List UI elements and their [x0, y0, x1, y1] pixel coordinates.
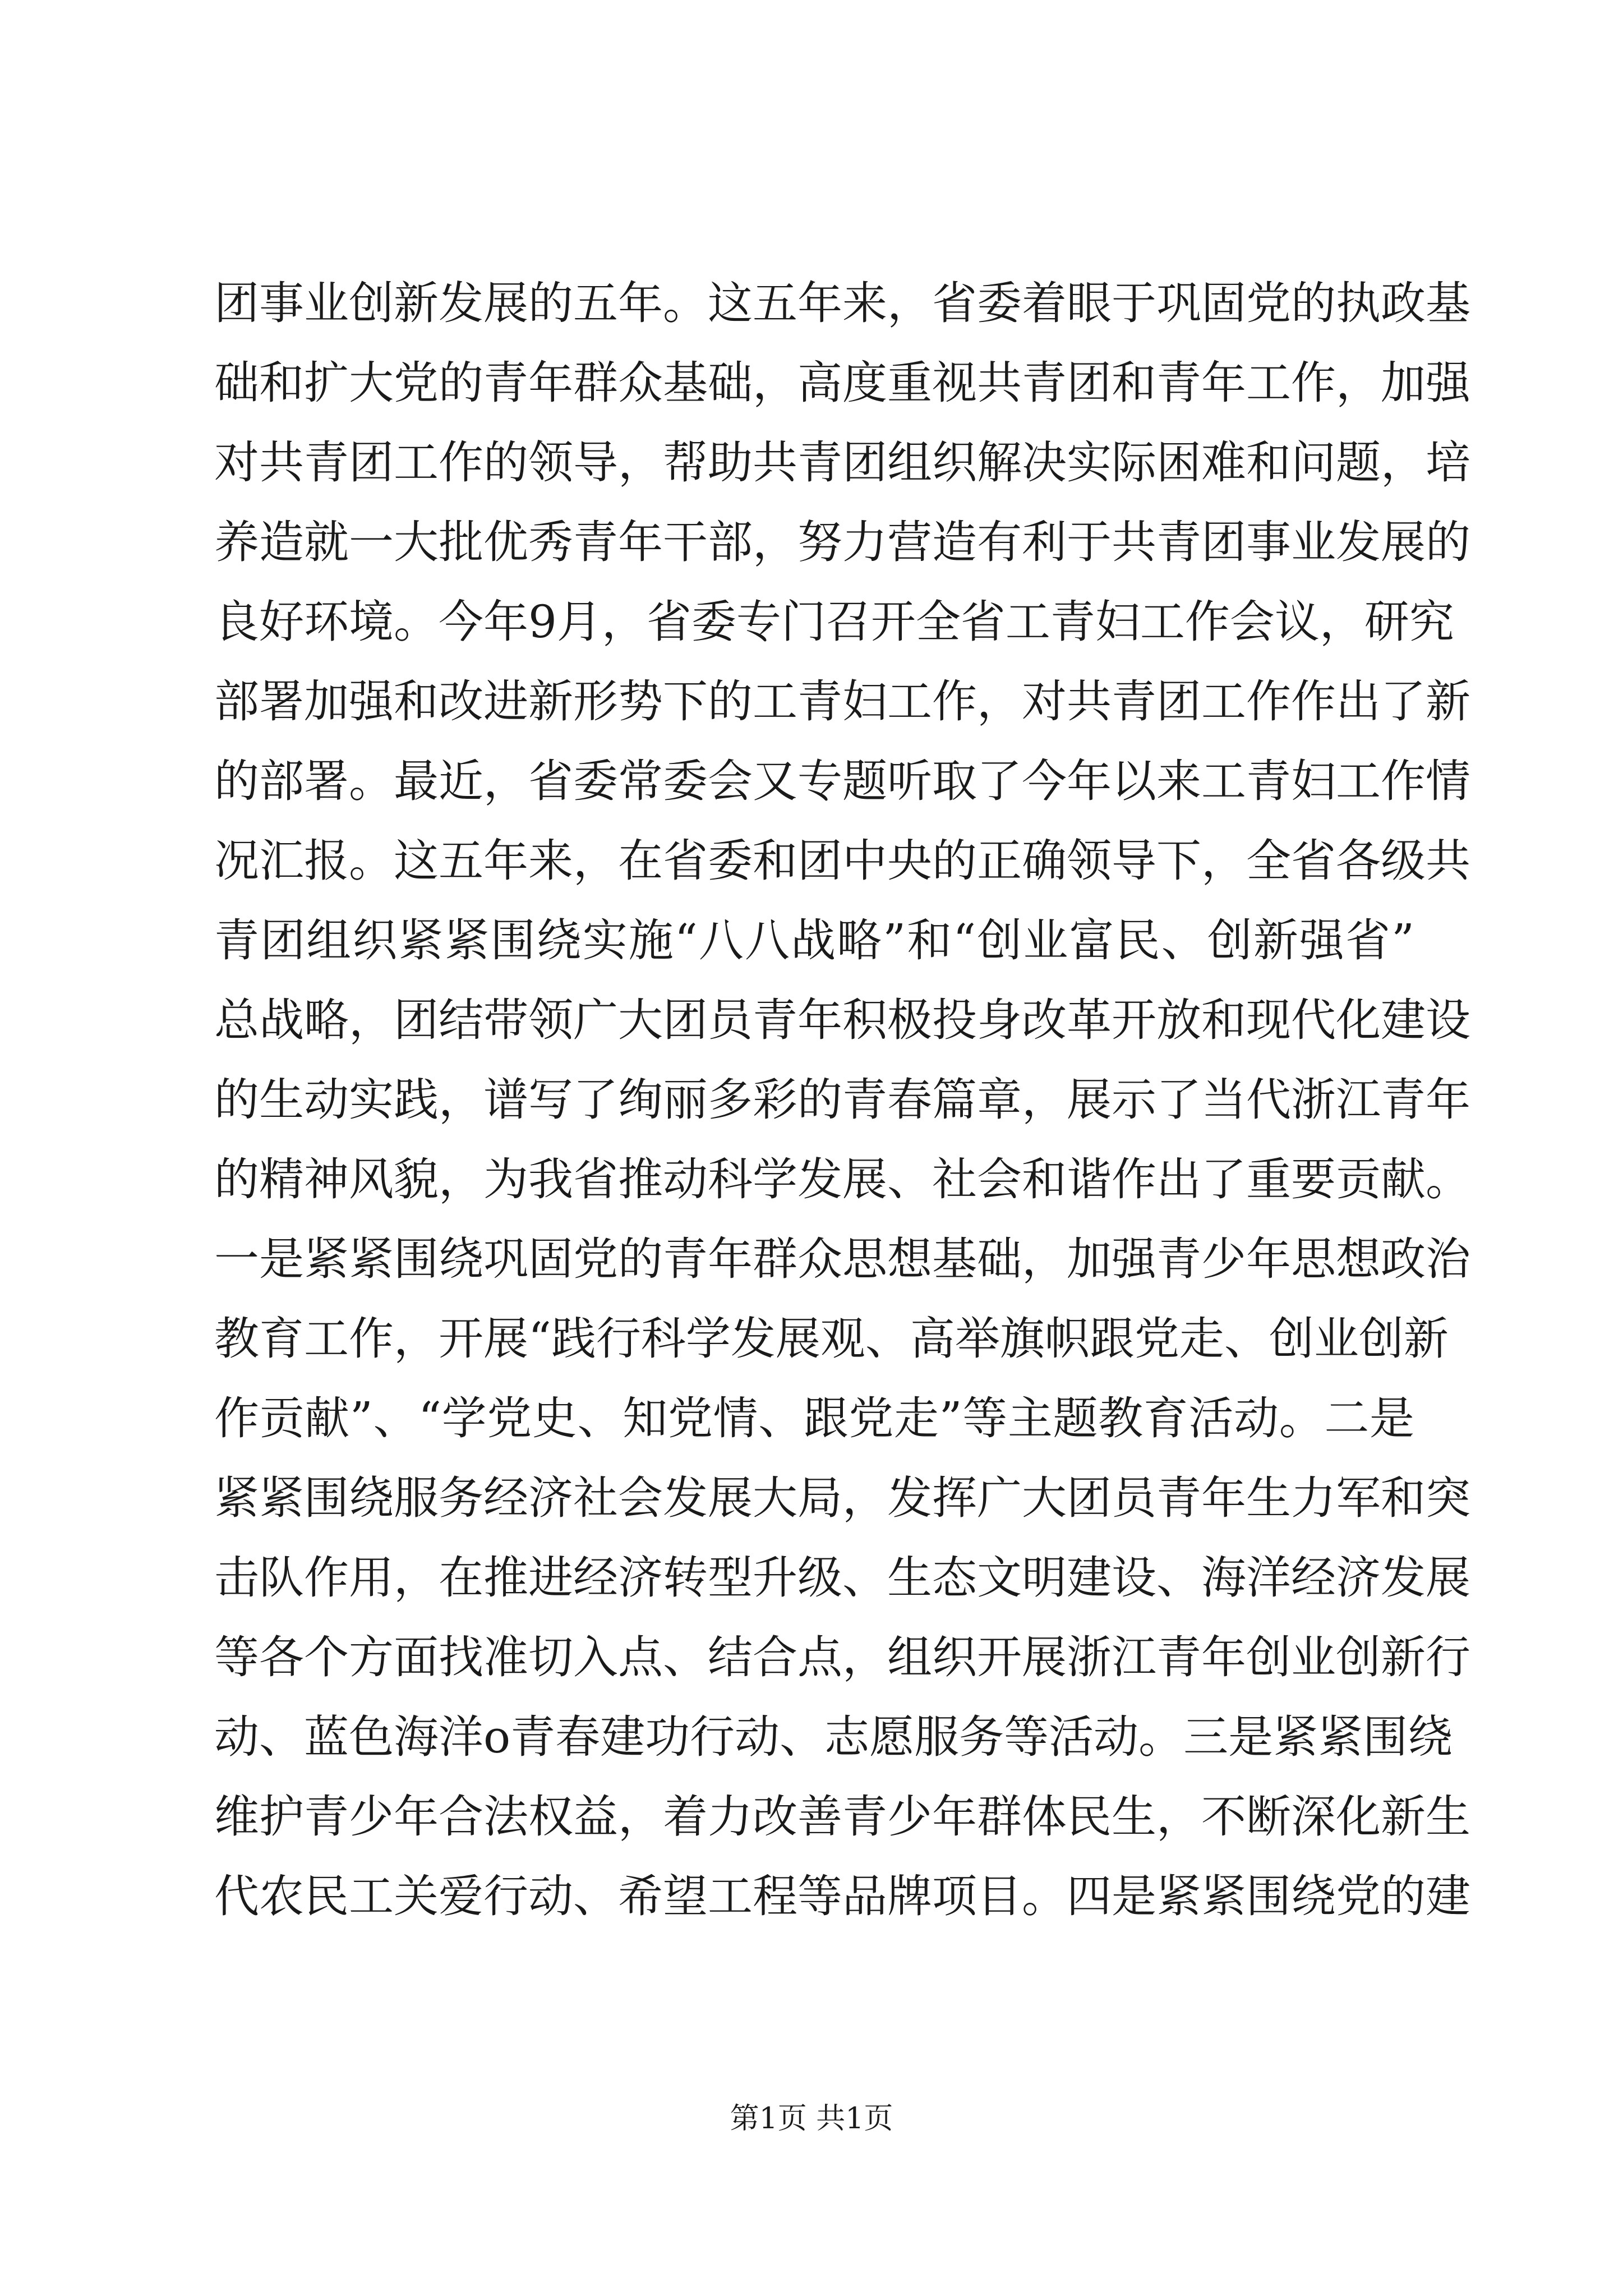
text-line: 一是紧紧围绕巩固党的青年群众思想基础，加强青少年思想政治	[214, 1233, 1470, 1285]
body-text	[214, 264, 1470, 1936]
text-line: 击队作用，在推进经济转型升级、生态文明建设、海洋经济发展	[214, 1552, 1470, 1604]
text-line: 紧紧围绕服务经济社会发展大局，发挥广大团员青年生力军和突	[214, 1472, 1470, 1524]
text-line: 对共青团工作的领导，帮助共青团组织解决实际困难和问题，培	[214, 436, 1470, 489]
text-line: 础和扩大党的青年群众基础，高度重视共青团和青年工作，加强	[214, 357, 1470, 409]
text-line: 的精神风貌，为我省推动科学发展、社会和谐作出了重要贡献。	[214, 1153, 1470, 1205]
text-line: 况汇报。这五年来，在省委和团中央的正确领导下，全省各级共	[214, 835, 1470, 887]
text-line: 总战略，团结带领广大团员青年积极投身改革开放和现代化建设	[214, 994, 1470, 1046]
text-line: 的部署。最近，省委常委会又专题听取了今年以来工青妇工作情	[214, 755, 1470, 807]
page-number-label: 第1页 共1页	[730, 2102, 893, 2136]
text-line: 青团组织紧紧围绕实施“八八战略”和“创业富民、创新强省”	[214, 914, 1414, 967]
text-line: 等各个方面找准切入点、结合点，组织开展浙江青年创业创新行	[214, 1631, 1470, 1683]
text-line: 动、蓝色海洋o青春建功行动、志愿服务等活动。三是紧紧围绕	[214, 1711, 1453, 1763]
text-line: 良好环境。今年9月，省委专门召开全省工青妇工作会议，研究	[214, 596, 1454, 648]
page-footer	[0, 2099, 1623, 2138]
text-line: 作贡献”、“学党史、知党情、跟党走”等主题教育活动。二是	[214, 1392, 1414, 1444]
text-line: 团事业创新发展的五年。这五年来，省委着眼于巩固党的执政基	[214, 277, 1470, 329]
text-line: 代农民工关爱行动、希望工程等品牌项目。四是紧紧围绕党的建	[214, 1870, 1470, 1922]
text-line: 部署加强和改进新形势下的工青妇工作，对共青团工作作出了新	[214, 675, 1470, 728]
text-line: 教育工作，开展“践行科学发展观、高举旗帜跟党走、创业创新	[214, 1313, 1449, 1365]
text-line: 的生动实践，谱写了绚丽多彩的青春篇章，展示了当代浙江青年	[214, 1074, 1470, 1126]
text-line: 维护青少年合法权益，着力改善青少年群体民生，不断深化新生	[214, 1791, 1470, 1843]
text-line: 养造就一大批优秀青年干部，努力营造有利于共青团事业发展的	[214, 516, 1470, 568]
